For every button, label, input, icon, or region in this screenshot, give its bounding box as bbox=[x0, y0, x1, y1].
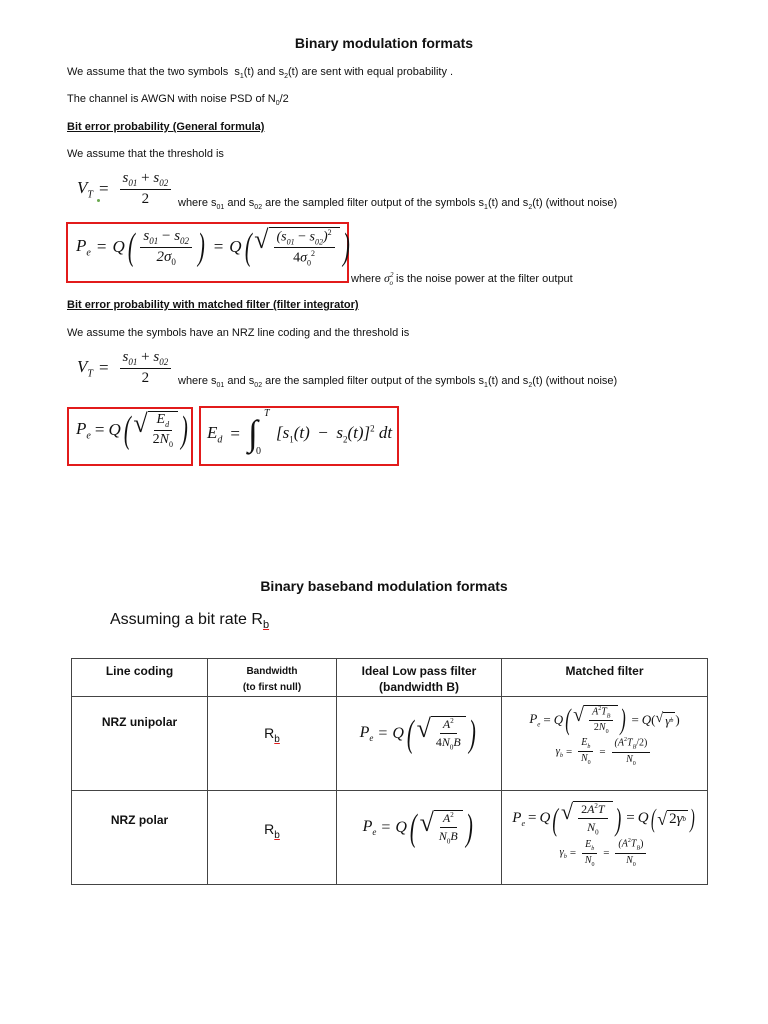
header-matched-filter: Matched filter bbox=[502, 659, 708, 697]
row-bandwidth-polar bbox=[208, 791, 337, 885]
pe-general-equation: $P_e$ = Q ( $\frac{s_{01} - s_{02}}{2\sigma_0}$ ) = Q ( √ $\frac{(s_{01} - s_{02})^2}{4\sigma_0^2}$ ) bbox=[76, 225, 350, 269]
section-heading-matched: Bit error probability with matched filter (filter integrator) bbox=[67, 299, 359, 311]
where-sigma-text: where $\sigma^2_o$ is the noise power at the filter output bbox=[351, 271, 573, 288]
pe-lpf-polar-equation: $P_e$ = Q ( √ $\frac{A^2}{N_0B}$ ) bbox=[362, 807, 473, 849]
baseband-title: Binary baseband modulation formats bbox=[260, 578, 508, 594]
threshold-equation: $V_T$ = $\frac{s_{01} + s_{02}}{2}$ bbox=[77, 170, 174, 208]
table-header-row bbox=[72, 659, 708, 697]
threshold-text: We assume that the threshold is bbox=[67, 148, 224, 160]
gamma-unipolar-equation: $\gamma_b$ = $\frac{E_b}{N_0}$ = $\frac{(A^2T_B/2)}{N_0}$ bbox=[502, 735, 707, 766]
row-label-nrz-polar: NRZ polar bbox=[72, 791, 208, 885]
ideal-lpf-polar bbox=[337, 791, 502, 885]
section-heading-general: Bit error probability (General formula) bbox=[67, 121, 265, 133]
cursor-dot bbox=[97, 199, 100, 202]
page-title: Binary modulation formats bbox=[294, 35, 474, 51]
row-label-nrz-unipolar: NRZ unipolar bbox=[72, 697, 208, 791]
intro-line-channel: The channel is AWGN with noise PSD of $N_0/2$ bbox=[67, 93, 289, 108]
intro-line-symbols: We assume that the two symbols $s_1(t)$ and $s_2(t)$ are sent with equal probability . bbox=[67, 66, 454, 81]
bandwidth-value: $R_b$ bbox=[264, 725, 280, 745]
nrz-threshold-text: We assume the symbols have an NRZ line coding and the threshold is bbox=[67, 327, 410, 339]
header-ideal-lpf: Ideal Low pass filter (bandwidth B) bbox=[337, 659, 502, 697]
pe-matched-polar-equation: $P_e$ = Q ( √ $\frac{2A^2T}{N_0}$ ) = Q ( √ 2 γ b ) bbox=[512, 799, 695, 837]
matched-filter-unipolar bbox=[502, 697, 708, 791]
matched-filter-polar bbox=[502, 791, 708, 885]
pe-matched-unipolar-equation: $P_e$ = Q ( √ $\frac{A^2T_B}{2N_0}$ ) = Q ( √ γ b ) bbox=[529, 703, 680, 737]
ed-equation: $E_d$ = ∫ T 0 $[s_1(t) - s_2(t)]^2$ dt bbox=[207, 408, 393, 457]
bandwidth-value: $R_b$ bbox=[264, 821, 280, 841]
gamma-polar-equation: $\gamma_b$ = $\frac{E_b}{N_0}$ = $\frac{(A^2T_B)}{N_0}$ bbox=[502, 836, 707, 867]
ideal-lpf-unipolar bbox=[337, 697, 502, 791]
where-threshold-text-2: where $s_{01}$ and $s_{02}$ are the sampled filter output of the symbols $s_1(t)$ and $s_2(t)$ (without noise) bbox=[178, 375, 618, 390]
table-row bbox=[72, 697, 708, 791]
pe-matched-equation: $P_e$ = Q ( √ $\frac{E_d}{2N_0}$ ) bbox=[76, 409, 188, 451]
bit-rate-text: Assuming a bit rate $R_b$ bbox=[110, 611, 270, 632]
pe-lpf-unipolar-equation: $P_e$ = Q ( √ $\frac{A^2}{4N_0B}$ ) bbox=[359, 713, 476, 755]
header-line-coding: Line coding bbox=[72, 659, 208, 697]
threshold-equation-2: $V_T$ = $\frac{s_{01} + s_{02}}{2}$ bbox=[77, 349, 174, 387]
row-bandwidth-unipolar bbox=[208, 697, 337, 791]
baseband-table bbox=[71, 658, 708, 885]
table-row bbox=[72, 791, 708, 885]
where-threshold-text: where $s_{01}$ and $s_{02}$ are the sampled filter output of the symbols $s_1(t)$ and $s_2(t)$ (without noise) bbox=[178, 197, 618, 212]
header-bandwidth: Bandwidth (to first null) bbox=[208, 659, 337, 697]
